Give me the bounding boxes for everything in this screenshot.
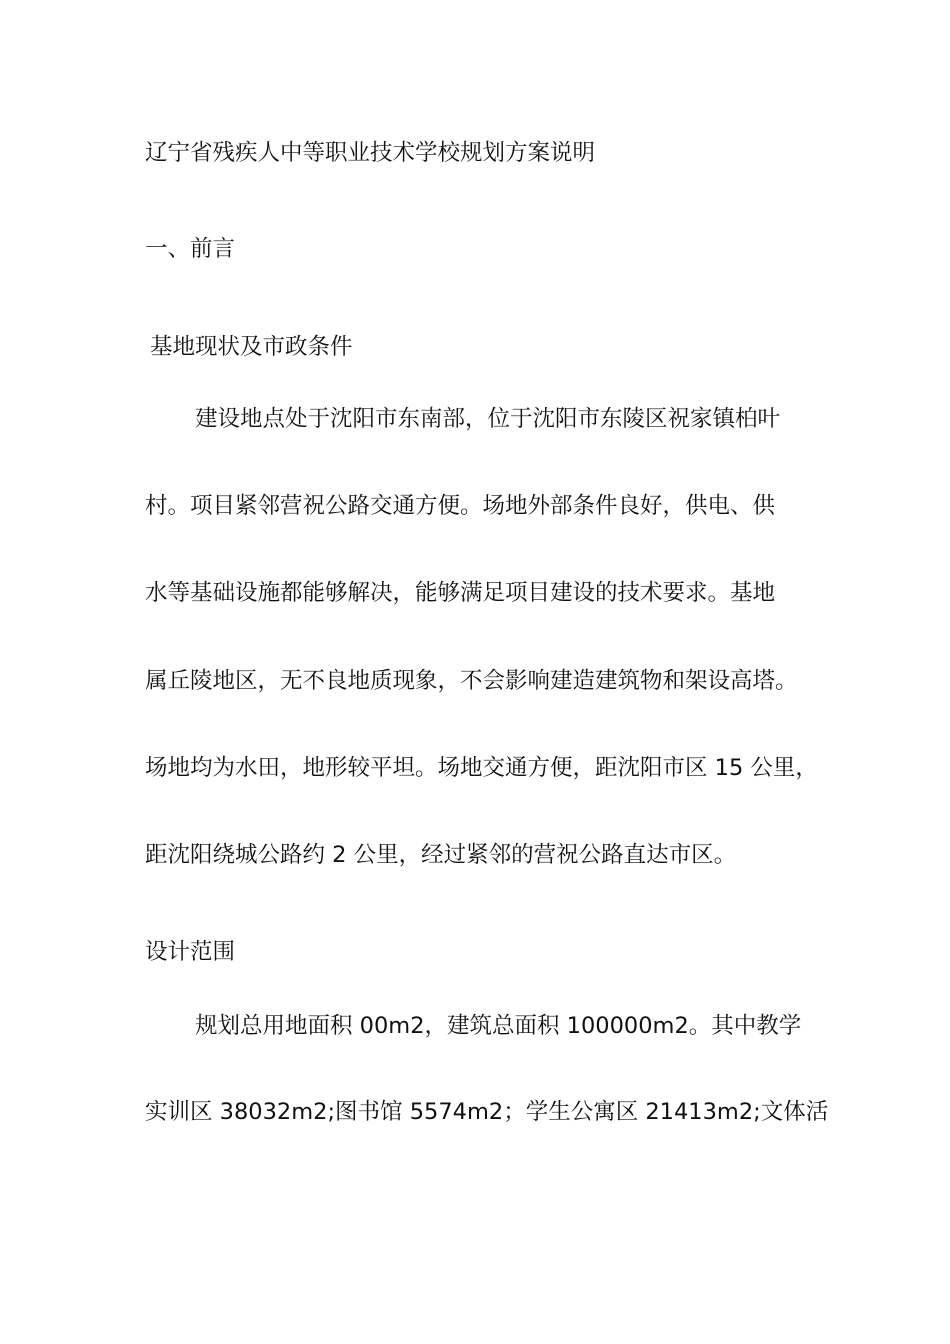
document-title: 辽宁省残疾人中等职业技术学校规划方案说明	[145, 140, 596, 166]
paragraph-line: 距沈阳绕城公路约 2 公里，经过紧邻的营祝公路直达市区。	[145, 842, 737, 868]
paragraph-line: 实训区 38032m2;图书馆 5574m2；学生公寓区 21413m2;文体活	[145, 1099, 829, 1125]
subsection-heading-design-scope: 设计范围	[145, 939, 236, 965]
subsection-heading-site-conditions: 基地现状及市政条件	[150, 334, 353, 360]
paragraph-line: 属丘陵地区，无不良地质现象，不会影响建造建筑物和架设高塔。	[145, 668, 798, 694]
paragraph-line: 建设地点处于沈阳市东南部，位于沈阳市东陵区祝家镇柏叶	[195, 406, 781, 432]
paragraph-line: 场地均为水田，地形较平坦。场地交通方便，距沈阳市区 15 公里，	[145, 755, 818, 781]
paragraph-line: 规划总用地面积 00m2，建筑总面积 100000m2。其中教学	[195, 1013, 802, 1039]
paragraph-line: 村。项目紧邻营祝公路交通方便。场地外部条件良好，供电、供	[145, 493, 776, 519]
section-heading-preface: 一、前言	[145, 236, 236, 262]
paragraph-line: 水等基础设施都能够解决，能够满足项目建设的技术要求。基地	[145, 580, 776, 606]
